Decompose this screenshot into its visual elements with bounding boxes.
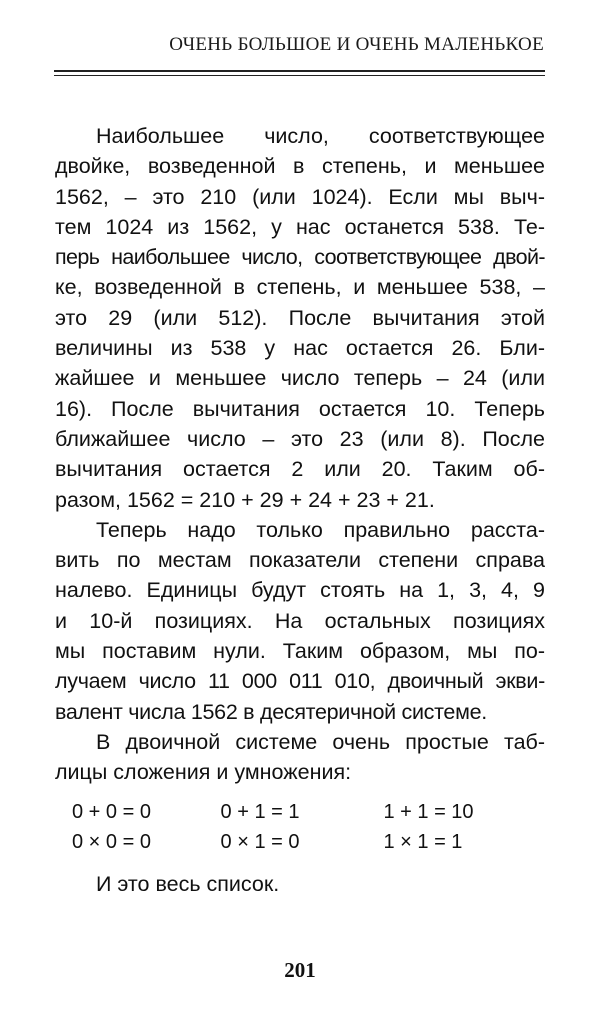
text-line: Теперь надо только правильно расста-	[96, 517, 545, 542]
text-line: величины из 538 у нас остается 26. Бли-	[55, 336, 545, 361]
equation: 0 + 0 = 0	[72, 801, 151, 823]
text-line: жайшее и меньшее число теперь – 24 (или	[55, 366, 545, 391]
multiplication-table-row	[72, 827, 532, 857]
text-line: вить по местам показатели степени справа	[55, 548, 545, 573]
equation: 1 × 1 = 1	[383, 831, 463, 853]
equation: 1 + 1 = 10	[383, 801, 474, 823]
header-rule-bottom	[54, 75, 545, 76]
text-line: лицы сложения и умножения:	[55, 760, 352, 785]
equation: 0 + 1 = 1	[220, 801, 300, 823]
text-line: тем 1024 из 1562, у нас останется 538. Те-	[55, 214, 545, 239]
paragraph-3	[55, 727, 545, 788]
text-line: 16). После вычитания остается 10. Теперь	[55, 396, 545, 421]
text-line: и 10-й позициях. На остальных позициях	[55, 608, 545, 633]
text-line: перь наибольшее число, соответствующее двой-	[55, 245, 545, 270]
text-line: В двоичной системе очень простые таб-	[96, 729, 545, 754]
text-line: 1562, – это 210 (или 1024). Если мы выч-	[55, 184, 545, 209]
text-line: двойке, возведенной в степень, и меньшее	[55, 154, 545, 179]
text-line: мы поставим нули. Таким образом, мы по-	[55, 639, 545, 664]
running-header: ОЧЕНЬ БОЛЬШОЕ И ОЧЕНЬ МАЛЕНЬКОЕ	[169, 34, 544, 55]
text-line: налево. Единицы будут стоять на 1, 3, 4, 9	[55, 578, 545, 603]
equation: 0 × 1 = 0	[220, 831, 300, 853]
text-line: валент числа 1562 в десятеричной системе.	[55, 699, 487, 724]
closing-sentence: И это весь список.	[96, 872, 280, 896]
paragraph-1	[55, 121, 545, 515]
text-line: вычитания остается 2 или 20. Таким об-	[55, 457, 545, 482]
text-line: ближайшее число – это 23 (или 8). После	[55, 426, 545, 451]
text-line: это 29 (или 512). После вычитания этой	[55, 305, 545, 330]
equation: 0 × 0 = 0	[72, 831, 151, 853]
text-line: разом, 1562 = 210 + 29 + 24 + 23 + 21.	[55, 487, 435, 512]
page-number: 201	[284, 958, 316, 982]
addition-table-row	[72, 797, 532, 827]
text-line: Наибольшее число, соответствующее	[96, 124, 545, 148]
binary-tables	[72, 797, 532, 857]
header-rule-top	[54, 70, 545, 72]
text-line: лучаем число 11 000 011 010, двоичный экви-	[55, 669, 545, 694]
body-text	[55, 121, 545, 788]
text-line: ке, возведенной в степень, и меньшее 538, –	[55, 275, 545, 300]
paragraph-2	[55, 515, 545, 727]
